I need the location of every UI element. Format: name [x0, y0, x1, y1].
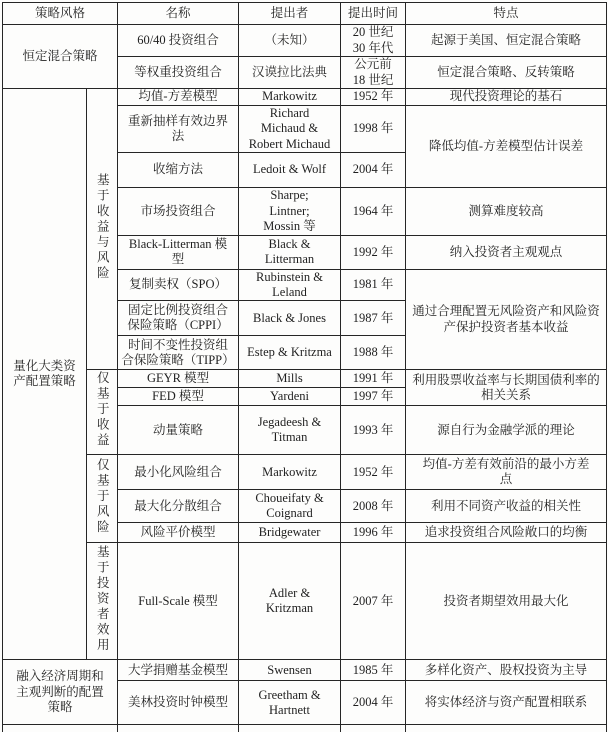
- subgroup-investor-utility-label: 基于投资者效用: [95, 544, 110, 654]
- cell-time: 2004 年: [341, 152, 406, 187]
- cell-strategy-name: 均值-方差模型: [118, 89, 239, 106]
- cell-empty: [118, 725, 239, 732]
- section-economic-cycle: [3, 660, 118, 725]
- cell-time: 1964 年: [341, 187, 406, 235]
- cell-features: 现代投资理论的基石: [406, 89, 607, 106]
- cell-strategy-name: 美林投资时钟模型: [118, 681, 239, 725]
- cell-features: 起源于美国、恒定混合策略: [406, 25, 607, 57]
- cell-time: 1987 年: [341, 301, 406, 336]
- cell-time: 1993 年: [341, 406, 406, 455]
- table-row: [3, 660, 607, 681]
- cell-proposer: Black & Jones: [239, 301, 341, 336]
- cell-proposer: Jegadeesh & Titman: [239, 406, 341, 455]
- cell-proposer: Sharpe; Lintner; Mossin 等: [239, 187, 341, 235]
- cell-time: 20 世纪 30 年代: [341, 25, 406, 57]
- table-row: [3, 370, 607, 388]
- cell-strategy-name: 60/40 投资组合: [118, 25, 239, 57]
- cell-time: 1998 年: [341, 106, 406, 153]
- subgroup-risk-only-label: 仅基于风险: [95, 457, 110, 536]
- section-economic-cycle-label: 融入经济周期和主观判断的配置策略: [16, 669, 104, 714]
- cell-strategy-name: 时间不变性投资组 合保险策略（TIPP）: [118, 336, 239, 370]
- cell-features: 利用股票收益率与长期国债利率的相关关系: [406, 370, 607, 406]
- strategy-comparison-table: [2, 2, 607, 732]
- cell-features: 将实体经济与资产配置相联系: [406, 681, 607, 725]
- cell-strategy-name: 最大化分散组合: [118, 490, 239, 523]
- table-row: [3, 25, 607, 57]
- cell-empty: [406, 725, 607, 732]
- cell-time: 1992 年: [341, 235, 406, 269]
- cell-proposer: Markowitz: [239, 89, 341, 106]
- header-strategy-style: 策略风格: [3, 3, 118, 25]
- table-row-partial-cutoff: [3, 725, 607, 732]
- cell-strategy-name: Full-Scale 模型: [118, 543, 239, 660]
- cell-proposer: Swensen: [239, 660, 341, 681]
- subgroup-return-only-label: 仅基于收益: [95, 371, 110, 449]
- cell-proposer: Bridgewater: [239, 523, 341, 543]
- cell-proposer: 汉谟拉比法典: [239, 57, 341, 89]
- cell-strategy-name: 固定比例投资组合 保险策略（CPPI）: [118, 301, 239, 336]
- cell-empty: [341, 725, 406, 732]
- cell-time: 1996 年: [341, 523, 406, 543]
- cell-strategy-name: FED 模型: [118, 388, 239, 406]
- cell-proposer: Rubinstein & Leland: [239, 269, 341, 301]
- section-quantitative: [3, 89, 87, 660]
- cell-time: 2004 年: [341, 681, 406, 725]
- cell-time: 1985 年: [341, 660, 406, 681]
- cell-features: 多样化资产、股权投资为主导: [406, 660, 607, 681]
- cell-proposer: Adler & Kritzman: [239, 543, 341, 660]
- cell-strategy-name: 市场投资组合: [118, 187, 239, 235]
- cell-time: 2007 年: [341, 543, 406, 660]
- cell-strategy-name: 风险平价模型: [118, 523, 239, 543]
- table-row: [3, 543, 607, 660]
- cell-proposer: Black & Litterman: [239, 235, 341, 269]
- cell-time: 1991 年: [341, 370, 406, 388]
- cell-strategy-name: 最小化风险组合: [118, 455, 239, 490]
- cell-time: 1952 年: [341, 455, 406, 490]
- cell-strategy-name: 收缩方法: [118, 152, 239, 187]
- cell-time: 2008 年: [341, 490, 406, 523]
- subgroup-risk-only: [87, 455, 118, 543]
- cell-features: 追求投资组合风险敞口的均衡: [406, 523, 607, 543]
- subgroup-return-and-risk: [87, 89, 118, 370]
- cell-features: 通过合理配置无风险资产和风险资产保护投资者基本收益: [406, 269, 607, 370]
- cell-features: 测算难度较高: [406, 187, 607, 235]
- section-quantitative-label: 量化大类资产配置策略: [13, 358, 76, 389]
- cell-features: 均值-方差有效前沿的最小方差 点: [406, 455, 607, 490]
- cell-strategy-name: Black-Litterman 模 型: [118, 235, 239, 269]
- subgroup-return-only: [87, 370, 118, 455]
- cell-proposer: Markowitz: [239, 455, 341, 490]
- table-row: [3, 89, 607, 106]
- header-features: 特点: [406, 3, 607, 25]
- header-row: [3, 3, 607, 25]
- table-row: [3, 455, 607, 490]
- cell-proposer: Richard Michaud & Robert Michaud: [239, 106, 341, 153]
- cell-proposer: Greetham & Hartnett: [239, 681, 341, 725]
- cell-time: 公元前 18 世纪: [341, 57, 406, 89]
- header-proposer: 提出者: [239, 3, 341, 25]
- cell-proposer: Mills: [239, 370, 341, 388]
- cell-strategy-name: 等权重投资组合: [118, 57, 239, 89]
- cell-strategy-name: GEYR 模型: [118, 370, 239, 388]
- cell-features: 利用不同资产收益的相关性: [406, 490, 607, 523]
- cell-strategy-name: 重新抽样有效边界 法: [118, 106, 239, 153]
- header-name: 名称: [118, 3, 239, 25]
- cell-features: 纳入投资者主观观点: [406, 235, 607, 269]
- header-time: 提出时间: [341, 3, 406, 25]
- cell-features: 降低均值-方差模型估计误差: [406, 106, 607, 188]
- cell-features: 源自行为金融学派的理论: [406, 406, 607, 455]
- cell-proposer: Choueifaty & Coignard: [239, 490, 341, 523]
- cell-empty: [239, 725, 341, 732]
- cell-features: 恒定混合策略、反转策略: [406, 57, 607, 89]
- cell-time: 1981 年: [341, 269, 406, 301]
- cell-proposer: Yardeni: [239, 388, 341, 406]
- cell-proposer: （未知）: [239, 25, 341, 57]
- cell-strategy-name: 动量策略: [118, 406, 239, 455]
- cell-time: 1988 年: [341, 336, 406, 370]
- cell-time: 1997 年: [341, 388, 406, 406]
- cell-empty: [3, 725, 118, 732]
- subgroup-investor-utility: [87, 543, 118, 660]
- section-constant-mix: 恒定混合策略: [3, 25, 118, 89]
- cell-proposer: Estep & Kritzma: [239, 336, 341, 370]
- cell-time: 1952 年: [341, 89, 406, 106]
- cell-strategy-name: 大学捐赠基金模型: [118, 660, 239, 681]
- cell-strategy-name: 复制卖权（SPO）: [118, 269, 239, 301]
- cell-proposer: Ledoit & Wolf: [239, 152, 341, 187]
- cell-features: 投资者期望效用最大化: [406, 543, 607, 660]
- subgroup-return-and-risk-label: 基于收益与风险: [95, 172, 110, 282]
